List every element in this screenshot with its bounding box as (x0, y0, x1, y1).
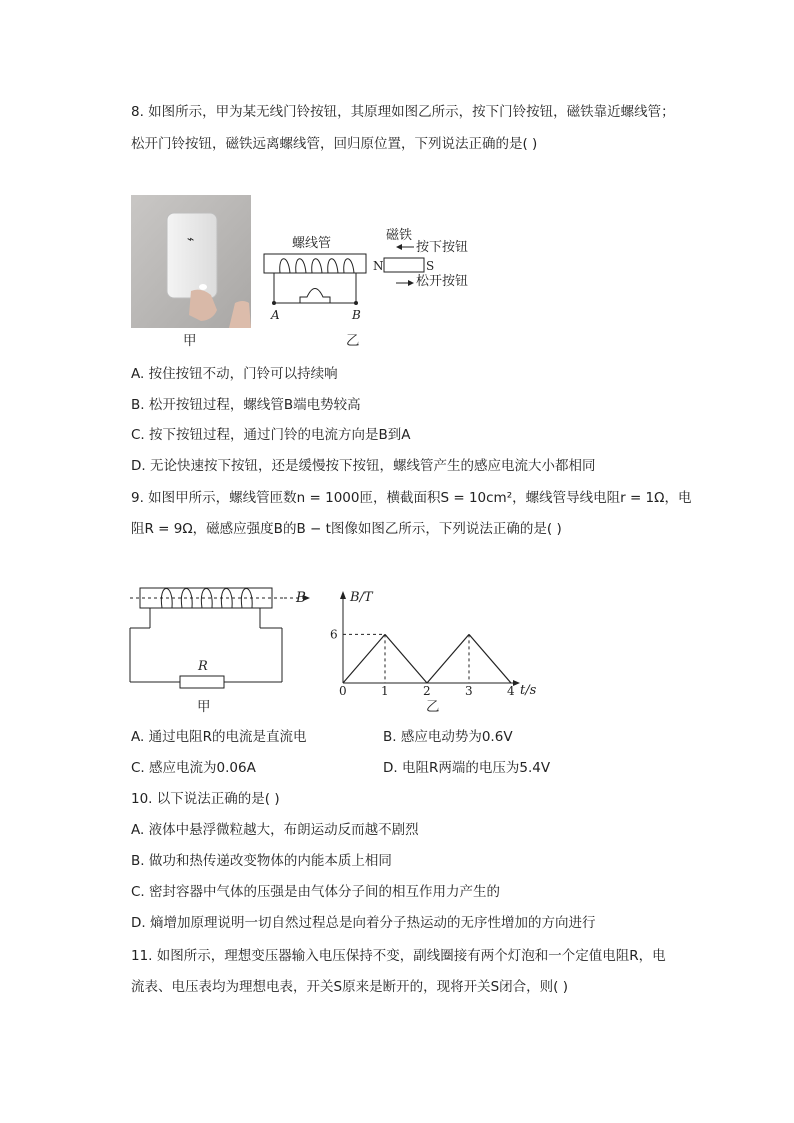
label-A: A (271, 308, 280, 322)
label-R: R (198, 659, 208, 674)
q9-option-b: B. 感应电动势为0.6V (383, 729, 513, 745)
label-B: B (352, 308, 361, 322)
series-segment (343, 634, 385, 683)
q8-option-b: B. 松开按钮过程，螺线管B端电势较高 (131, 397, 361, 413)
series-segment (385, 634, 427, 683)
y-axis-label: B/T (350, 590, 373, 605)
x-tick-label: 4 (507, 684, 515, 697)
q10-option-b: B. 做功和热传递改变物体的内能本质上相同 (131, 853, 392, 869)
q9-fig-jia-caption: 甲 (197, 699, 211, 715)
q9-fig-yi-caption: 乙 (426, 699, 440, 715)
q8-stem-line1: 8. 如图所示，甲为某无线门铃按钮，其原理如图乙所示，按下门铃按钮，磁铁靠近螺线管； (131, 104, 675, 120)
q11-stem-line2: 流表、电压表均为理想电表，开关S原来是断开的，现将开关S闭合，则( ) (131, 979, 568, 995)
q9-stem-line1: 9. 如图甲所示，螺线管匝数n = 1000匝，横截面积S = 10cm²，螺线管导线电阻r = 1Ω，电 (131, 490, 692, 506)
svg-text:⌁: ⌁ (187, 232, 195, 246)
label-B-arrow: B (296, 590, 306, 606)
b-t-graph (330, 585, 540, 697)
q11-stem-line1: 11. 如图所示，理想变压器输入电压保持不变，副线圈接有两个灯泡和一个定值电阻R，电 (131, 948, 666, 964)
q8-option-d: D. 无论快速按下按钮，还是缓慢按下按钮，螺线管产生的感应电流大小都相同 (131, 458, 596, 474)
x-tick-label: 1 (381, 684, 389, 697)
q8-stem-line2: 松开门铃按钮，磁铁远离螺线管，回归原位置，下列说法正确的是( ) (131, 136, 538, 152)
q10-option-d: D. 熵增加原理说明一切自然过程总是向着分子热运动的无序性增加的方向进行 (131, 915, 596, 931)
q9-option-d: D. 电阻R两端的电压为5.4V (383, 760, 551, 776)
label-release: 松开按钮 (416, 274, 469, 289)
solenoid-circuit-diagram (260, 225, 490, 325)
series-segment (427, 634, 469, 683)
label-N: N (373, 259, 384, 273)
x-axis-label: t/s (520, 683, 537, 697)
label-S: S (426, 259, 435, 273)
y-tick-label: 6 (330, 627, 338, 642)
q8-fig-yi-caption: 乙 (346, 333, 360, 349)
q8-option-a: A. 按住按钮不动，门铃可以持续响 (131, 366, 338, 382)
x-tick-label: 3 (465, 684, 473, 697)
q10-option-c: C. 密封容器中气体的压强是由气体分子间的相互作用力产生的 (131, 884, 501, 900)
q10-option-a: A. 液体中悬浮微粒越大，布朗运动反而越不剧烈 (131, 822, 419, 838)
q9-option-a: A. 通过电阻R的电流是直流电 (131, 729, 307, 745)
label-magnet: 磁铁 (386, 228, 413, 243)
q8-option-c: C. 按下按钮过程，通过门铃的电流方向是B到A (131, 427, 411, 443)
x-tick-label: 2 (423, 684, 431, 697)
label-press: 按下按钮 (416, 240, 469, 255)
label-solenoid: 螺线管 (292, 236, 332, 251)
q9-stem-line2: 阻R = 9Ω，磁感应强度B的B − t图像如图乙所示，下列说法正确的是( ) (131, 521, 562, 537)
q10-stem: 10. 以下说法正确的是( ) (131, 791, 280, 807)
doorbell-photo (131, 195, 251, 328)
x-tick-label: 0 (339, 684, 347, 697)
q9-option-c: C. 感应电流为0.06A (131, 760, 256, 776)
series-segment (469, 634, 511, 683)
q8-fig-jia-caption: 甲 (183, 333, 197, 349)
